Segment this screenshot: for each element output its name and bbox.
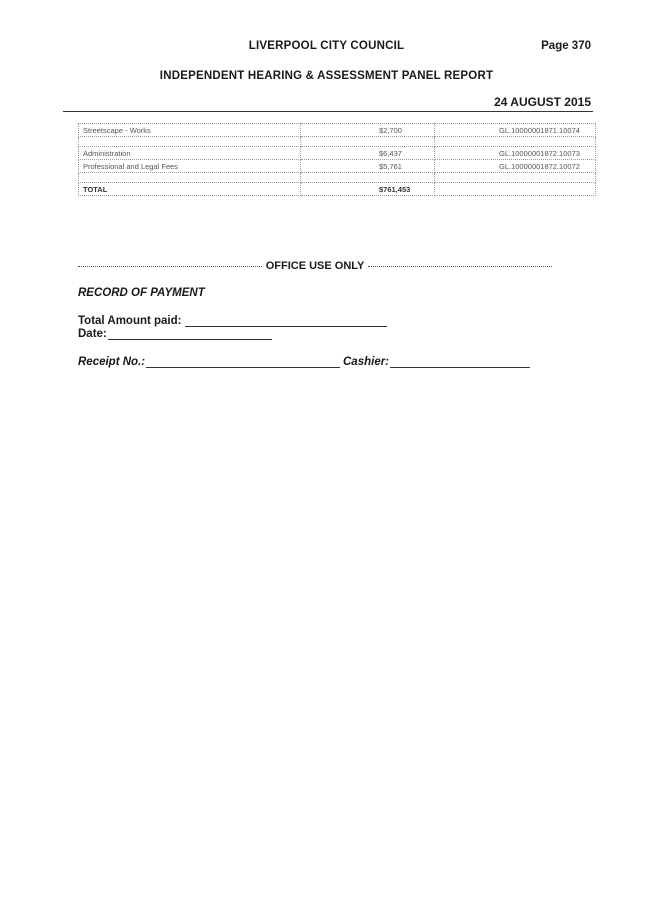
fee-amount: $5,761 bbox=[301, 160, 435, 173]
table-row-spacer bbox=[79, 137, 596, 147]
fee-item: Administration bbox=[79, 147, 301, 160]
total-amount-blank[interactable] bbox=[185, 316, 387, 327]
fee-amount: $6,437 bbox=[301, 147, 435, 160]
fee-amount: $2,700 bbox=[301, 124, 435, 137]
table-row bbox=[79, 124, 596, 137]
fee-code: GL.10000001871.10074 bbox=[435, 124, 596, 137]
table-row-total bbox=[79, 183, 596, 196]
fee-item: Streetscape - Works bbox=[79, 124, 301, 137]
receipt-field bbox=[78, 356, 340, 368]
total-amount-label: Total Amount paid: bbox=[78, 315, 182, 327]
table-row bbox=[79, 160, 596, 173]
total-amount-field bbox=[78, 315, 387, 327]
council-name: LIVERPOOL CITY COUNCIL bbox=[248, 40, 405, 52]
fees-table bbox=[78, 123, 596, 196]
record-of-payment-heading: RECORD OF PAYMENT bbox=[78, 287, 205, 299]
report-title: INDEPENDENT HEARING & ASSESSMENT PANEL REPORT bbox=[159, 70, 494, 82]
cashier-label: Cashier: bbox=[343, 356, 390, 368]
office-use-divider bbox=[78, 260, 552, 272]
fee-code: GL.10000001872.10072 bbox=[435, 160, 596, 173]
cashier-blank[interactable] bbox=[390, 357, 530, 368]
page-number: Page 370 bbox=[541, 40, 591, 52]
office-use-label: OFFICE USE ONLY bbox=[265, 260, 365, 272]
dotted-rule bbox=[78, 266, 262, 267]
receipt-label: Receipt No.: bbox=[78, 356, 146, 368]
total-amount: $761,453 bbox=[301, 183, 435, 196]
header-divider bbox=[63, 111, 593, 112]
date-blank[interactable] bbox=[108, 329, 272, 340]
table-row bbox=[79, 147, 596, 160]
fee-item: Professional and Legal Fees bbox=[79, 160, 301, 173]
date-field bbox=[78, 328, 272, 340]
table-row-spacer bbox=[79, 173, 596, 183]
fee-code: GL.10000001872.10073 bbox=[435, 147, 596, 160]
cashier-field bbox=[343, 356, 530, 368]
receipt-blank[interactable] bbox=[146, 357, 340, 368]
total-label: TOTAL bbox=[79, 183, 301, 196]
dotted-rule bbox=[368, 266, 552, 267]
date-label: Date: bbox=[78, 328, 107, 340]
report-date: 24 AUGUST 2015 bbox=[494, 95, 591, 109]
